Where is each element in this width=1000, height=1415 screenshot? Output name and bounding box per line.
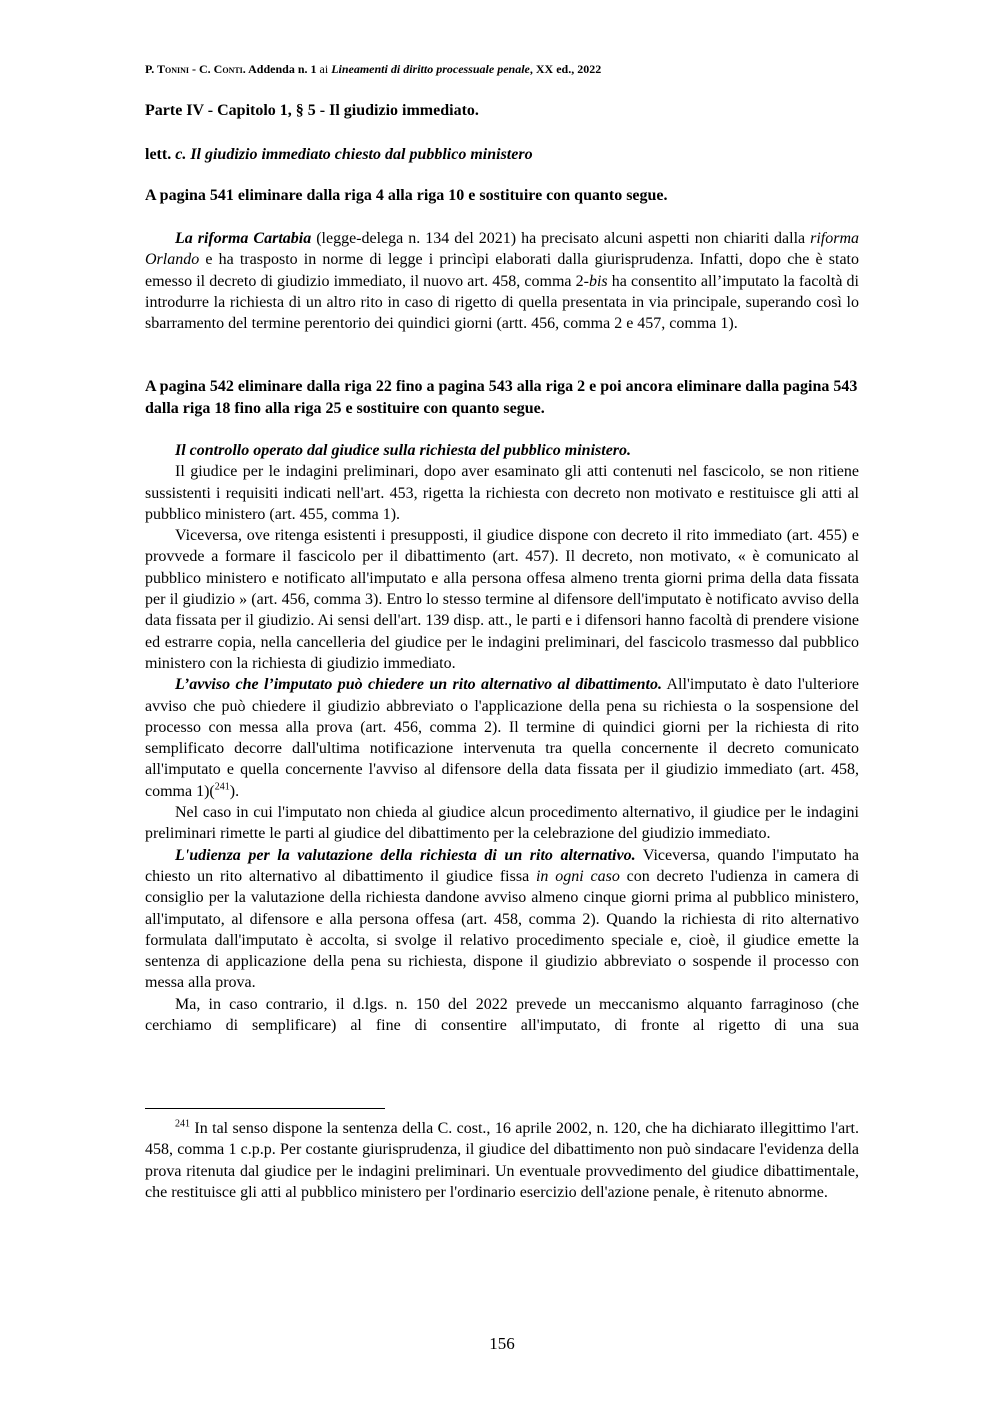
subsection-text: . Il giudizio immediato chiesto dal pubblico ministero [182,146,533,163]
footnote [145,1118,859,1203]
para3 [145,674,859,802]
para2-title: Il controllo operato dal giudice sulla richiesta del pubblico ministero. [175,442,632,459]
main-body [145,440,859,1036]
footnote-ref: 241 [214,781,230,793]
instruction-2: A pagina 542 eliminare dalla riga 22 fino a pagina 543 alla riga 2 e poi ancora eliminare dalla pagina 543 dalla riga 18 fino alla riga 25 e sostituire con quanto segue. [145,378,858,417]
para2-text-2: Viceversa, ove ritenga esistenti i presupposti, il giudice dispone con decreto il rito immediato (art. 455) e provvede a formare il fascicolo per il dibattimento (art. 457). Il decreto, non motivato, « è comunicato al pubblico ministero e notificato all'imputato e alla persona offesa almeno trenta giorni prima della data fissata per il giudizio » (art. 456, comma 3). Entro lo stesso termine al difensore dell'imputato è notificato avviso della data fissata per il giudizio. Ai sensi dell'art. 139 disp. att., le parti e i difensori hanno facoltà di prendere visione ed estrarre copia, nella cancelleria del giudice per le indagini preliminari, del fascicolo trasmesso dal pubblico ministero con la richiesta di giudizio immediato. [145,527,859,672]
running-header [145,62,859,77]
para6: Ma, in caso contrario, il d.lgs. n. 150 del 2022 prevede un meccanismo alquanto farraginoso (che cerchiamo di semplificare) al fine di consentire all'imputato, di fronte al rigetto di una sua [145,995,859,1035]
instruction-1: A pagina 541 eliminare dalla riga 4 alla riga 10 e sostituire con quanto segue. [145,187,668,204]
para3-lead: L’avviso che l’imputato può chiedere un rito alternativo al dibattimento. [175,676,663,694]
para1-text-1: (legge-delega n. 134 del 2021) ha precisato alcuni aspetti non chiariti dalla [311,230,811,247]
footnote-text: In tal senso dispone la sentenza della C. cost., 16 aprile 2002, n. 120, che ha dichiarato illegittimo l'art. 458, comma 1 c.p.p. Per costante giurisprudenza, il giudice del dibattimento non può sindacare l'evidenza della prova ritenuta dal giudice per le indagini preliminari. Un eventuale provvedimento del giudice dibattimentale, che restituisce gli atti al pubblico ministero per l'ordinario esercizio dell'azione penale, è ritenuto abnorme. [145,1120,859,1201]
subsection-lett: lett. [145,146,172,163]
header-addenda: Addenda n. 1 [248,62,317,76]
page-number: 156 [489,1334,515,1353]
para1-text-3: ha consentito all’imputato la facoltà di introdurre la richiesta di un altro rito in caso di rigetto di quella presentata in via principale, superando così lo sbarramento del termine perentorio dei quindici giorni (artt. 456, comma 2 e 457, comma 1). [145,272,859,333]
header-book-title: Lineamenti di diritto processuale penale [331,62,530,76]
para5-text-1: Viceversa, quando l'imputato ha chiesto un rito alternativo al dibattimento il giudice fissa [145,846,859,885]
header-authors: P. Tonini - C. Conti. [145,62,246,76]
para3-text: All'imputato è dato l'ulteriore avviso che può chiedere il giudizio abbreviato o l'applicazione della pena su richiesta o la sospensione del processo con messa alla prova (art. 456, comma 2). Il termine di quindici giorni per la richiesta di rito semplificato decorre dall'ultima notificazione intervenuta tra quella concernente il decreto comunicato all'imputato e quella concernente l'avviso al difensore della data fissata per il giudizio immediato (art. 458, comma 1)( [145,676,860,800]
section-title: Parte IV - Capitolo 1, § 5 - Il giudizio immediato. [145,102,479,119]
para5 [145,845,859,994]
para5-lead: L'udienza per la valutazione della richiesta di un rito alternativo. [175,846,636,864]
para5-text-2: con decreto l'udienza in camera di consiglio per la valutazione della richiesta dandone avviso almeno cinque giorni prima al pubblico ministero, all'imputato, al difensore e alla persona offesa (art. 458, comma 2). Quando la richiesta di rito alternativo formulata dall'imputato è accolta, si svolge il relativo procedimento speciale e, cioè, il giudice emette la sentenza di applicazione della pena su richiesta, dispone il giudizio abbreviato o sospende il processo con messa alla prova. [145,867,860,992]
footnote-separator [145,1108,385,1109]
para5-italic: in ogni caso [535,867,620,885]
para1-italic-2: bis [588,272,608,290]
para2-text-1: Il giudice per le indagini preliminari, dopo aver esaminato gli atti contenuti nel fascicolo, se non ritiene sussistenti i requisiti indicati nell'art. 453, rigetta la richiesta con decreto non motivato e restituisce gli atti al pubblico ministero (art. 455, comma 1). [145,463,859,523]
para3-close: ). [229,782,240,800]
subsection-title [145,144,859,166]
para1-italic-1: riforma Orlando [145,230,860,269]
para1-text-2: e ha trasposto in norme di legge i princìpi elaborati dalla giurisprudenza. Infatti, dopo che è stato emesso il decreto di giudizio immediato, il nuovo art. 458, comma 2- [145,251,859,290]
para1-lead: La riforma Cartabia [175,230,312,247]
subsection-letter: c [175,146,183,163]
footnote-number: 241 [175,1118,190,1130]
para4: Nel caso in cui l'imputato non chieda al giudice alcun procedimento alternativo, il giudice per le indagini preliminari rimette le parti al giudice del dibattimento per la celebrazione del giudizio immediato. [145,804,859,843]
header-ai: ai [319,62,329,76]
header-edition: , XX ed., 2022 [529,62,602,76]
paragraph-cartabia [145,228,859,334]
